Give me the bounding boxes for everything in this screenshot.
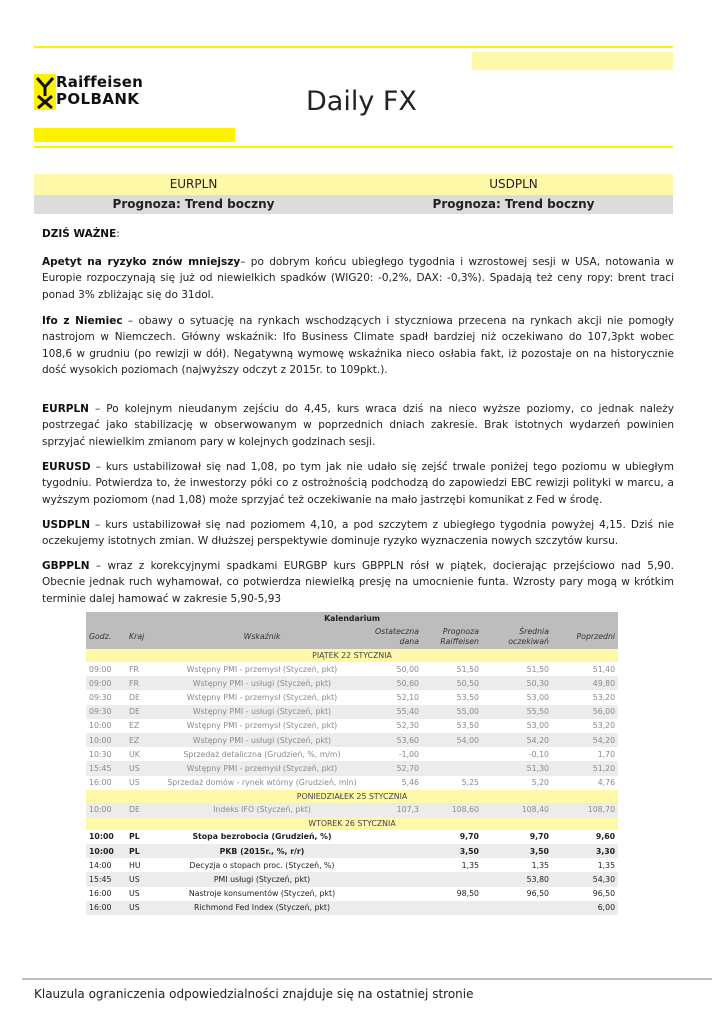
- calendar-cell-indicator: Wstępny PMI - przemysł (Styczeń, pkt): [164, 761, 360, 775]
- calendar-cell-forecast: 3,50: [422, 844, 482, 858]
- calendar-cell-actual: 107,3: [360, 803, 422, 817]
- calendar-cell-hour: 15:45: [86, 761, 126, 775]
- forecast-usdpln: Prognoza: Trend boczny: [432, 197, 595, 211]
- calendar-row: [86, 690, 618, 704]
- calendar-cell-consensus: [482, 901, 552, 915]
- brand-name: [56, 74, 143, 108]
- calendar-cell-previous: 54,20: [552, 733, 618, 747]
- calendar-cell-country: HU: [129, 860, 141, 870]
- calendar-cell-previous: 56,00: [552, 705, 618, 719]
- calendar-cell-country: EZ: [129, 721, 140, 731]
- calendar-cell-country: PL: [129, 832, 140, 842]
- calendar-cell-hour: 09:00: [86, 676, 126, 690]
- calendar-cell-country: PL: [126, 844, 164, 858]
- calendar-cell-forecast: 55,00: [422, 705, 482, 719]
- calendar-cell-consensus: 50,30: [482, 676, 552, 690]
- header-previous: Poprzedni: [552, 624, 618, 649]
- calendar-day-row: [86, 817, 618, 830]
- calendar-cell-forecast: 1,35: [461, 860, 479, 870]
- calendar-cell-hour: 16:00: [86, 901, 126, 915]
- calendar-cell-forecast: 9,70: [459, 832, 479, 842]
- calendar-cell-previous: 4,76: [597, 778, 616, 788]
- calendar-cell-indicator: Sprzedaż detaliczna (Grudzień, %, m/m): [183, 749, 341, 759]
- calendar-cell-forecast: 5,25: [461, 778, 479, 788]
- calendar-cell-actual: [360, 844, 422, 858]
- calendar-day-label: WTOREK 26 STYCZNIA: [86, 817, 618, 830]
- calendar-cell-forecast: 51,50: [456, 664, 479, 674]
- pair-label-usdpln: USDPLN: [489, 177, 538, 191]
- calendar-cell-indicator: Decyzja o stopach proc. (Styczeń, %): [189, 860, 335, 870]
- calendar-cell-country: US: [129, 889, 140, 899]
- calendar-cell-actual: [360, 901, 422, 915]
- header-yellow-block: [34, 128, 235, 142]
- calendar-cell-consensus: 108,40: [482, 803, 552, 817]
- brand-line2: POLBANK: [56, 90, 140, 108]
- calendar-cell-hour: 09:00: [89, 664, 112, 674]
- calendar-cell-previous: 6,00: [552, 901, 618, 915]
- header-consensus: Średnia oczekiwań: [482, 624, 552, 649]
- calendar-cell-forecast: 53,50: [456, 692, 479, 702]
- calendar-cell-hour: 16:00: [89, 778, 112, 788]
- calendar-cell-consensus: 53,80: [482, 872, 552, 886]
- calendar-cell-forecast: 98,50: [456, 889, 479, 899]
- calendar-day-row: [86, 790, 618, 803]
- calendar-cell-previous: 51,20: [552, 761, 618, 775]
- calendar-cell-actual: 52,30: [396, 721, 419, 731]
- calendar-cell-indicator: Stopa bezrobocia (Grudzień, %): [192, 832, 332, 842]
- calendar-cell-previous: 1,70: [597, 749, 616, 759]
- calendar-cell-country: US: [126, 761, 164, 775]
- pairs-row: [34, 174, 673, 195]
- calendar-cell-consensus: 9,70: [529, 832, 549, 842]
- calendar-title: Kalendarium: [86, 612, 618, 624]
- calendar-cell-previous: 96,50: [592, 889, 616, 899]
- calendar-cell-previous: 9,60: [595, 832, 616, 842]
- calendar-row: [86, 705, 618, 719]
- calendar-cell-country: DE: [126, 705, 164, 719]
- calendar-cell-country: US: [126, 901, 164, 915]
- calendar-cell-consensus: 54,20: [482, 733, 552, 747]
- calendar-title-row: [86, 612, 618, 624]
- calendar-day-row: [86, 649, 618, 662]
- calendar-cell-hour: 09:30: [89, 692, 112, 702]
- forecast-row: [34, 195, 673, 214]
- paragraph-eurpln: EURPLN – Po kolejnym nieudanym zejściu do 4,45, kurs wraca dziś na nieco wyższe poziomy, co jednak należy postrzegać jako stabilizację w obserwowanym w poprzednich dniach zakresie. Brak istotnych wydarzeń powinien sprzyjać niewielkim zmianom pary w kolejnych godzinach sesji.: [42, 403, 674, 448]
- calendar-cell-previous: 49,80: [552, 676, 618, 690]
- page-title: Daily FX: [306, 86, 417, 117]
- calendar-cell-consensus: 55,50: [482, 705, 552, 719]
- calendar-cell-indicator: Wstępny PMI - przemysł (Styczeń, pkt): [186, 692, 338, 702]
- calendar-cell-consensus: -0,10: [528, 749, 549, 759]
- top-yellow-line: [34, 46, 673, 48]
- calendar-cell-indicator: Wstępny PMI - przemysł (Styczeń, pkt): [186, 721, 338, 731]
- calendar-cell-forecast: 108,60: [422, 803, 482, 817]
- calendar-cell-forecast: [422, 901, 482, 915]
- calendar-row: [86, 803, 618, 817]
- calendar-cell-consensus: 96,50: [526, 889, 549, 899]
- header-forecast: Prognoza Raiffeisen: [422, 624, 482, 649]
- calendar-cell-hour: 09:30: [86, 705, 126, 719]
- header-country: Kraj: [126, 624, 164, 649]
- calendar-cell-indicator: Wstępny PMI - usługi (Styczeń, pkt): [164, 705, 360, 719]
- calendar-cell-country: DE: [126, 803, 164, 817]
- calendar-cell-forecast: 53,50: [456, 721, 479, 731]
- calendar-row: [86, 830, 618, 844]
- calendar-cell-indicator: Wstępny PMI - usługi (Styczeń, pkt): [164, 676, 360, 690]
- calendar-cell-indicator: PMI usługi (Styczeń, pkt): [164, 872, 360, 886]
- calendar-cell-country: UK: [129, 749, 140, 759]
- calendar-cell-previous: 108,70: [552, 803, 618, 817]
- calendar-cell-hour: 16:00: [89, 889, 112, 899]
- calendar-cell-indicator: Wstępny PMI - przemysł (Styczeń, pkt): [186, 664, 338, 674]
- calendar-cell-indicator: Wstępny PMI - usługi (Styczeń, pkt): [164, 733, 360, 747]
- calendar-row: [86, 662, 618, 676]
- paragraph-eurusd: EURUSD – kurs ustabilizował się nad 1,08, po tym jak nie udało się zejść trwale poniżej tego poziomu w ubiegłym tygodniu. Potwierdza to, że inwestorzy póki co z ostrożnością podchodzą do zapowiedzi EBC rewizji polityki w marcu, a wyższym poziomom (nad 1,08) może sprzyjać też oczekiwanie na mało jastrzębi komunikat z Fed w środę.: [42, 461, 674, 506]
- calendar-cell-hour: 10:00: [89, 832, 114, 842]
- calendar-cell-actual: 53,60: [360, 733, 422, 747]
- calendar-header-row: [86, 624, 618, 649]
- calendar-row: [86, 858, 618, 872]
- calendar-cell-previous: 53,20: [592, 692, 616, 702]
- calendar-cell-consensus: 51,30: [482, 761, 552, 775]
- paragraph-risk-appetite: Apetyt na ryzyko znów mniejszy– po dobrym końcu ubiegłego tygodnia i wzrostowej sesji w USA, notowania w Europie rozpoczynają się już od niewielkich spadków (WIG20: -0,2%, DAX: -0,3%). Spadają też ceny ropy: brent traci ponad 3% zbliżając się do 31dol.: [42, 256, 674, 301]
- calendar-cell-country: FR: [126, 676, 164, 690]
- calendar-cell-actual: [360, 872, 422, 886]
- calendar-cell-indicator: Indeks IFO (Styczeń, pkt): [164, 803, 360, 817]
- calendar-row: [86, 844, 618, 858]
- calendar-cell-hour: 14:00: [89, 860, 112, 870]
- calendar-cell-consensus: 53,00: [526, 721, 549, 731]
- calendar-row: [86, 872, 618, 886]
- calendar-row: [86, 761, 618, 775]
- calendar-cell-forecast: 50,50: [422, 676, 482, 690]
- calendar-row: [86, 676, 618, 690]
- calendar-cell-consensus: 1,35: [531, 860, 549, 870]
- calendar-cell-hour: 10:30: [89, 749, 112, 759]
- header-actual: Ostateczna dana: [360, 624, 422, 649]
- calendar-cell-indicator: Nastroje konsumentów (Styczeń, pkt): [188, 889, 336, 899]
- calendar-cell-country: DE: [129, 692, 140, 702]
- calendar-row: [86, 887, 618, 901]
- calendar-cell-indicator: Sprzedaż domów - rynek wtórny (Grudzień, mln): [167, 778, 357, 788]
- calendar-row: [86, 901, 618, 915]
- calendar-cell-consensus: 53,00: [526, 692, 549, 702]
- forecast-eurpln: Prognoza: Trend boczny: [112, 197, 275, 211]
- calendar-row: [86, 733, 618, 747]
- calendar-cell-previous: 53,20: [592, 721, 616, 731]
- header-yellow-line: [34, 146, 673, 148]
- calendar-cell-actual: 5,46: [401, 778, 419, 788]
- calendar-cell-forecast: [422, 747, 482, 761]
- top-right-yellow-block: [472, 52, 673, 70]
- calendar-cell-hour: 10:00: [86, 844, 126, 858]
- calendar-cell-indicator: PKB (2015r., %, r/r): [164, 844, 360, 858]
- brand-line1: Raiffeisen: [56, 73, 143, 91]
- calendar-cell-hour: 10:00: [86, 733, 126, 747]
- calendar-cell-consensus: 3,50: [482, 844, 552, 858]
- calendar-cell-forecast: [422, 761, 482, 775]
- calendar-cell-actual: [360, 858, 422, 872]
- calendar-cell-actual: 50,00: [396, 664, 419, 674]
- pair-label-eurpln: EURPLN: [169, 177, 218, 191]
- calendar-cell-previous: 1,35: [597, 860, 616, 870]
- calendar-cell-actual: -1,00: [398, 749, 419, 759]
- calendar-cell-previous: 54,30: [552, 872, 618, 886]
- calendar-cell-actual: 50,60: [360, 676, 422, 690]
- calendar-cell-actual: 55,40: [360, 705, 422, 719]
- calendar-row: [86, 776, 618, 790]
- calendar-cell-hour: 10:00: [89, 721, 112, 731]
- calendar-row: [86, 719, 618, 733]
- calendar-cell-forecast: [422, 872, 482, 886]
- calendar-cell-previous: 3,30: [552, 844, 618, 858]
- calendar-row: [86, 747, 618, 761]
- calendar-cell-consensus: 51,50: [526, 664, 549, 674]
- calendar-cell-country: US: [126, 872, 164, 886]
- calendar-cell-indicator: Richmond Fed Index (Styczeń, pkt): [164, 901, 360, 915]
- calendar-cell-actual: [360, 830, 422, 844]
- calendar-cell-country: US: [129, 778, 140, 788]
- calendar-cell-actual: 52,10: [396, 692, 419, 702]
- section-heading: DZIŚ WAŻNE:: [42, 228, 120, 240]
- paragraph-ifo: Ifo z Niemiec – obawy o sytuację na rynkach wschodzących i styczniowa przecena na rynkach akcji nie pomogły nastrojom w Niemczech. Główny wskaźnik: Ifo Business Climate spadł bardziej niż oczekiwano do 107,3pkt wobec 108,6 w grudniu (po rewizji w dół). Negatywną wymowę wskaźnika nieco osłabia fakt, iż pozostaje on na historycznie dość wysokich poziomach (najwyższy odczyt z 2015r. to 109pkt.).: [42, 315, 674, 377]
- header-hour: Godz.: [86, 624, 126, 649]
- calendar-cell-hour: 15:45: [86, 872, 126, 886]
- calendar-day-label: PONIEDZIAŁEK 25 STYCZNIA: [86, 790, 618, 803]
- calendar-day-label: PIĄTEK 22 STYCZNIA: [86, 649, 618, 662]
- calendar-cell-country: FR: [129, 664, 139, 674]
- calendar-cell-actual: [360, 887, 422, 901]
- footer-divider: [22, 978, 712, 980]
- calendar-cell-actual: 52,70: [360, 761, 422, 775]
- paragraph-gbppln: GBPPLN – wraz z korekcyjnymi spadkami EURGBP kurs GBPPLN rósł w piątek, docierając przejściowo nad 5,90. Obecnie jednak ruch wyhamował, co potwierdza niewielką presję na umocnienie funta. Wzrosty pary mogą w krótkim terminie dalej hamować w zakresie 5,90-5,93: [42, 560, 674, 605]
- calendar-table: [86, 612, 618, 915]
- paragraph-usdpln: USDPLN – kurs ustabilizował się nad poziomem 4,10, a pod szczytem z ubiegłego tygodnia powyżej 4,15. Dziś nie oczekujemy istotnych zmian. W dłuższej perspektywie dominuje ryzyko wyznaczenia nowych szczytów kursu.: [42, 519, 674, 548]
- calendar-cell-previous: 51,40: [592, 664, 616, 674]
- footer-disclaimer: Klauzula ograniczenia odpowiedzialności znajduje się na ostatniej stronie: [34, 987, 474, 1001]
- calendar-cell-hour: 10:00: [86, 803, 126, 817]
- calendar-cell-forecast: 54,00: [422, 733, 482, 747]
- header-indicator: Wskaźnik: [164, 624, 360, 649]
- calendar-cell-consensus: 5,20: [531, 778, 549, 788]
- calendar-cell-country: EZ: [126, 733, 164, 747]
